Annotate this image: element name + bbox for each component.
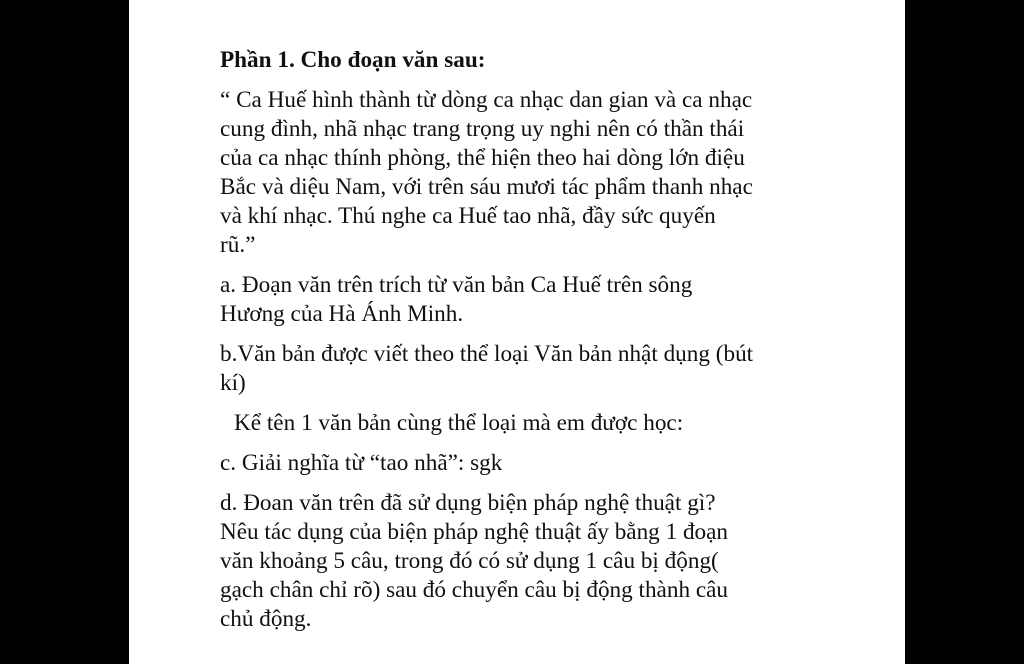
item-b-line: kí) [220,370,246,396]
item-b [220,340,820,398]
item-d [220,489,820,634]
item-d-line: d. Đoan văn trên đã sử dụng biện pháp nghệ thuật gì? [220,490,716,516]
section-title: Phần 1. Cho đoạn văn sau: [220,47,486,73]
item-c: c. Giải nghĩa từ “tao nhã”: sgk [220,450,503,476]
quote-line: rũ.” [220,232,256,258]
item-b-line: b.Văn bản được viết theo thể loại Văn bản nhật dụng (bút [220,341,754,367]
item-a [220,271,820,329]
quote-line: của ca nhạc thính phòng, thể hiện theo hai dòng lớn điệu [220,145,745,171]
quote-line: và khí nhạc. Thú nghe ca Huế tao nhã, đầy sức quyến [220,203,716,229]
item-d-line: chủ động. [220,606,312,632]
item-a-line: a. Đoạn văn trên trích từ văn bản Ca Huế trên sông [220,272,693,298]
item-d-line: gạch chân chỉ rõ) sau đó chuyển câu bị động thành câu [220,577,729,603]
item-a-line: Hương của Hà Ánh Minh. [220,301,464,327]
quote-line: Bắc và diệu Nam, với trên sáu mươi tác phẩm thanh nhạc [220,174,753,200]
quote-paragraph [220,86,820,260]
item-d-line: văn khoảng 5 câu, trong đó có sử dụng 1 câu bị động( [220,548,719,574]
document-page [129,0,905,664]
item-d-line: Nêu tác dụng của biện pháp nghệ thuật ấy bằng 1 đoạn [220,519,729,545]
quote-line: “ Ca Huế hình thành từ dòng ca nhạc dan gian và ca nhạc [220,87,753,113]
item-b-subquestion: Kể tên 1 văn bản cùng thể loại mà em được học: [234,410,684,436]
quote-line: cung đình, nhã nhạc trang trọng uy nghi nên có thần thái [220,116,745,142]
document-content [220,46,820,645]
